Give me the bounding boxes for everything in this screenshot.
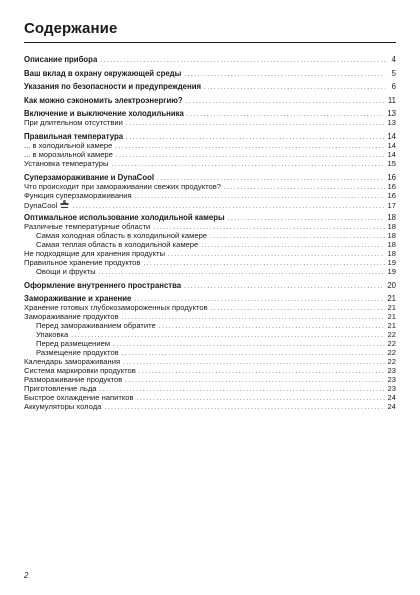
toc-entry-label: Перед замораживанием обратите bbox=[36, 321, 156, 331]
toc-entry[interactable] bbox=[24, 281, 396, 290]
toc-entry[interactable] bbox=[24, 159, 396, 168]
toc-entry-label: Что происходит при замораживании свежих продуктов? bbox=[24, 181, 221, 191]
toc-entry-label: Не подходящие для хранения продукты bbox=[24, 249, 165, 259]
toc-entry-page: 14 bbox=[387, 140, 396, 150]
toc-entry-page: 20 bbox=[387, 280, 396, 290]
toc-entry-page: 22 bbox=[387, 357, 396, 367]
page-title: Содержание bbox=[24, 20, 118, 37]
toc-entry-label: Система маркировки продуктов bbox=[24, 366, 136, 376]
toc-entry-page: 23 bbox=[387, 366, 396, 376]
toc-entry[interactable] bbox=[24, 348, 396, 357]
toc-entry[interactable] bbox=[24, 357, 396, 366]
toc-entry-page: 21 bbox=[387, 321, 396, 331]
dot-leader bbox=[111, 159, 384, 170]
toc-entry-label: Перед размещением bbox=[36, 339, 111, 349]
dot-leader bbox=[184, 281, 384, 292]
toc-entry[interactable] bbox=[24, 141, 396, 150]
toc-entry-label: ... в холодильной камере bbox=[24, 140, 113, 150]
title-divider bbox=[24, 42, 396, 43]
toc-entry-page: 6 bbox=[391, 82, 396, 92]
page-number: 2 bbox=[24, 571, 29, 580]
toc-entry[interactable] bbox=[24, 249, 396, 258]
toc-entry[interactable] bbox=[24, 200, 396, 209]
toc-entry[interactable] bbox=[24, 258, 396, 267]
toc-entry[interactable] bbox=[24, 109, 396, 118]
toc-entry-label: Включение и выключение холодильника bbox=[24, 109, 184, 119]
toc-entry-page: 21 bbox=[387, 312, 396, 322]
toc-entry[interactable] bbox=[24, 222, 396, 231]
toc-entry-label: При длительном отсутствии bbox=[24, 118, 123, 128]
toc-entry[interactable] bbox=[24, 191, 396, 200]
toc-entry-label: ... в морозильной камере bbox=[24, 149, 113, 159]
dot-leader bbox=[100, 55, 385, 66]
toc-entry[interactable] bbox=[24, 303, 396, 312]
toc-entry-label: Быстрое охлаждение напитков bbox=[24, 393, 134, 403]
toc-entry-label: Различные температурные области bbox=[24, 222, 151, 232]
toc-entry-label: Размещение продуктов bbox=[36, 348, 119, 358]
toc-entry[interactable] bbox=[24, 82, 396, 91]
toc-entry[interactable] bbox=[24, 173, 396, 182]
toc-entry-label: Размораживание продуктов bbox=[24, 375, 123, 385]
toc-entry-page: 14 bbox=[387, 149, 396, 159]
toc-entry-page: 23 bbox=[387, 384, 396, 394]
toc-entry[interactable] bbox=[24, 312, 396, 321]
toc-entry[interactable] bbox=[24, 132, 396, 141]
toc-entry[interactable] bbox=[24, 330, 396, 339]
toc-entry-label: DynaCool bbox=[24, 200, 58, 210]
dot-leader bbox=[126, 118, 385, 129]
toc-entry-label: Замораживание и хранение bbox=[24, 294, 132, 304]
toc-entry-page: 22 bbox=[387, 330, 396, 340]
toc-entry-page: 15 bbox=[387, 158, 396, 168]
toc-entry-page: 18 bbox=[387, 222, 396, 232]
table-of-contents bbox=[24, 55, 396, 411]
toc-entry-page: 16 bbox=[387, 181, 396, 191]
toc-entry-page: 16 bbox=[387, 190, 396, 200]
toc-entry[interactable] bbox=[24, 393, 396, 402]
toc-entry[interactable] bbox=[24, 321, 396, 330]
toc-entry-page: 11 bbox=[387, 95, 396, 105]
dot-leader bbox=[186, 96, 385, 107]
toc-entry[interactable] bbox=[24, 213, 396, 222]
toc-entry-page: 21 bbox=[387, 303, 396, 313]
toc-entry-label: Хранение готовых глубокозамороженных продуктов bbox=[24, 303, 208, 313]
toc-entry-label: Суперзамораживание и DynaCool bbox=[24, 172, 155, 182]
toc-entry-page: 17 bbox=[387, 200, 396, 210]
toc-entry-page: 13 bbox=[387, 109, 396, 119]
toc-entry-label: Календарь замораживания bbox=[24, 357, 121, 367]
toc-entry[interactable] bbox=[24, 375, 396, 384]
toc-entry-label: Овощи и фрукты bbox=[36, 267, 96, 277]
toc-entry-label: Оптимальное использование холодильной камеры bbox=[24, 213, 225, 223]
toc-entry[interactable] bbox=[24, 402, 396, 411]
toc-entry-page: 22 bbox=[387, 348, 396, 358]
toc-entry-page: 18 bbox=[387, 213, 396, 223]
toc-entry-label: Оформление внутреннего пространства bbox=[24, 280, 182, 290]
toc-entry-label: Правильное хранение продуктов bbox=[24, 258, 141, 268]
toc-entry[interactable] bbox=[24, 294, 396, 303]
toc-entry[interactable] bbox=[24, 366, 396, 375]
toc-entry-label: Самая теплая область в холодильной камере bbox=[36, 240, 199, 250]
toc-entry[interactable] bbox=[24, 55, 396, 64]
dot-leader bbox=[72, 201, 384, 212]
toc-entry-page: 18 bbox=[387, 231, 396, 241]
toc-entry[interactable] bbox=[24, 118, 396, 127]
toc-entry-label: Как можно сэкономить электроэнергию? bbox=[24, 95, 183, 105]
toc-entry-label: Ваш вклад в охрану окружающей среды bbox=[24, 68, 182, 78]
toc-entry[interactable] bbox=[24, 240, 396, 249]
dot-leader bbox=[99, 267, 385, 278]
toc-entry-label: Аккумуляторы холода bbox=[24, 402, 102, 412]
toc-entry-page: 13 bbox=[387, 118, 396, 128]
toc-entry[interactable] bbox=[24, 267, 396, 276]
toc-entry[interactable] bbox=[24, 339, 396, 348]
toc-entry-page: 22 bbox=[387, 339, 396, 349]
toc-entry-label: Функция суперзамораживания bbox=[24, 190, 132, 200]
toc-entry[interactable] bbox=[24, 69, 396, 78]
toc-entry-label: Упаковка bbox=[36, 330, 69, 340]
toc-entry-label: Описание прибора bbox=[24, 55, 98, 64]
dot-leader bbox=[204, 82, 385, 93]
toc-entry-label: Установка температуры bbox=[24, 158, 109, 168]
toc-entry-page: 18 bbox=[387, 240, 396, 250]
toc-entry[interactable] bbox=[24, 231, 396, 240]
toc-entry-page: 14 bbox=[387, 131, 396, 141]
toc-entry[interactable] bbox=[24, 384, 396, 393]
toc-entry-label: Правильная температура bbox=[24, 131, 124, 141]
toc-entry-label: Указания по безопасности и предупреждения bbox=[24, 82, 202, 92]
toc-entry-page: 4 bbox=[391, 55, 396, 64]
toc-entry-page: 19 bbox=[387, 258, 396, 268]
toc-entry-page: 16 bbox=[387, 172, 396, 182]
toc-entry-label: Приготовление льда bbox=[24, 384, 97, 394]
toc-entry[interactable] bbox=[24, 182, 396, 191]
toc-entry-page: 24 bbox=[387, 393, 396, 403]
fan-icon bbox=[60, 200, 69, 210]
toc-entry-page: 19 bbox=[387, 267, 396, 277]
toc-entry[interactable] bbox=[24, 96, 396, 105]
toc-entry-page: 23 bbox=[387, 375, 396, 385]
dot-leader bbox=[104, 402, 384, 413]
toc-entry-page: 21 bbox=[387, 294, 396, 304]
dot-leader bbox=[184, 69, 385, 80]
toc-entry-page: 18 bbox=[387, 249, 396, 259]
toc-entry-label: Замораживание продуктов bbox=[24, 312, 119, 322]
toc-entry-label: Самая холодная область в холодильной камере bbox=[36, 231, 208, 241]
toc-entry-page: 24 bbox=[387, 402, 396, 412]
toc-entry[interactable] bbox=[24, 150, 396, 159]
toc-entry-page: 5 bbox=[391, 68, 396, 78]
